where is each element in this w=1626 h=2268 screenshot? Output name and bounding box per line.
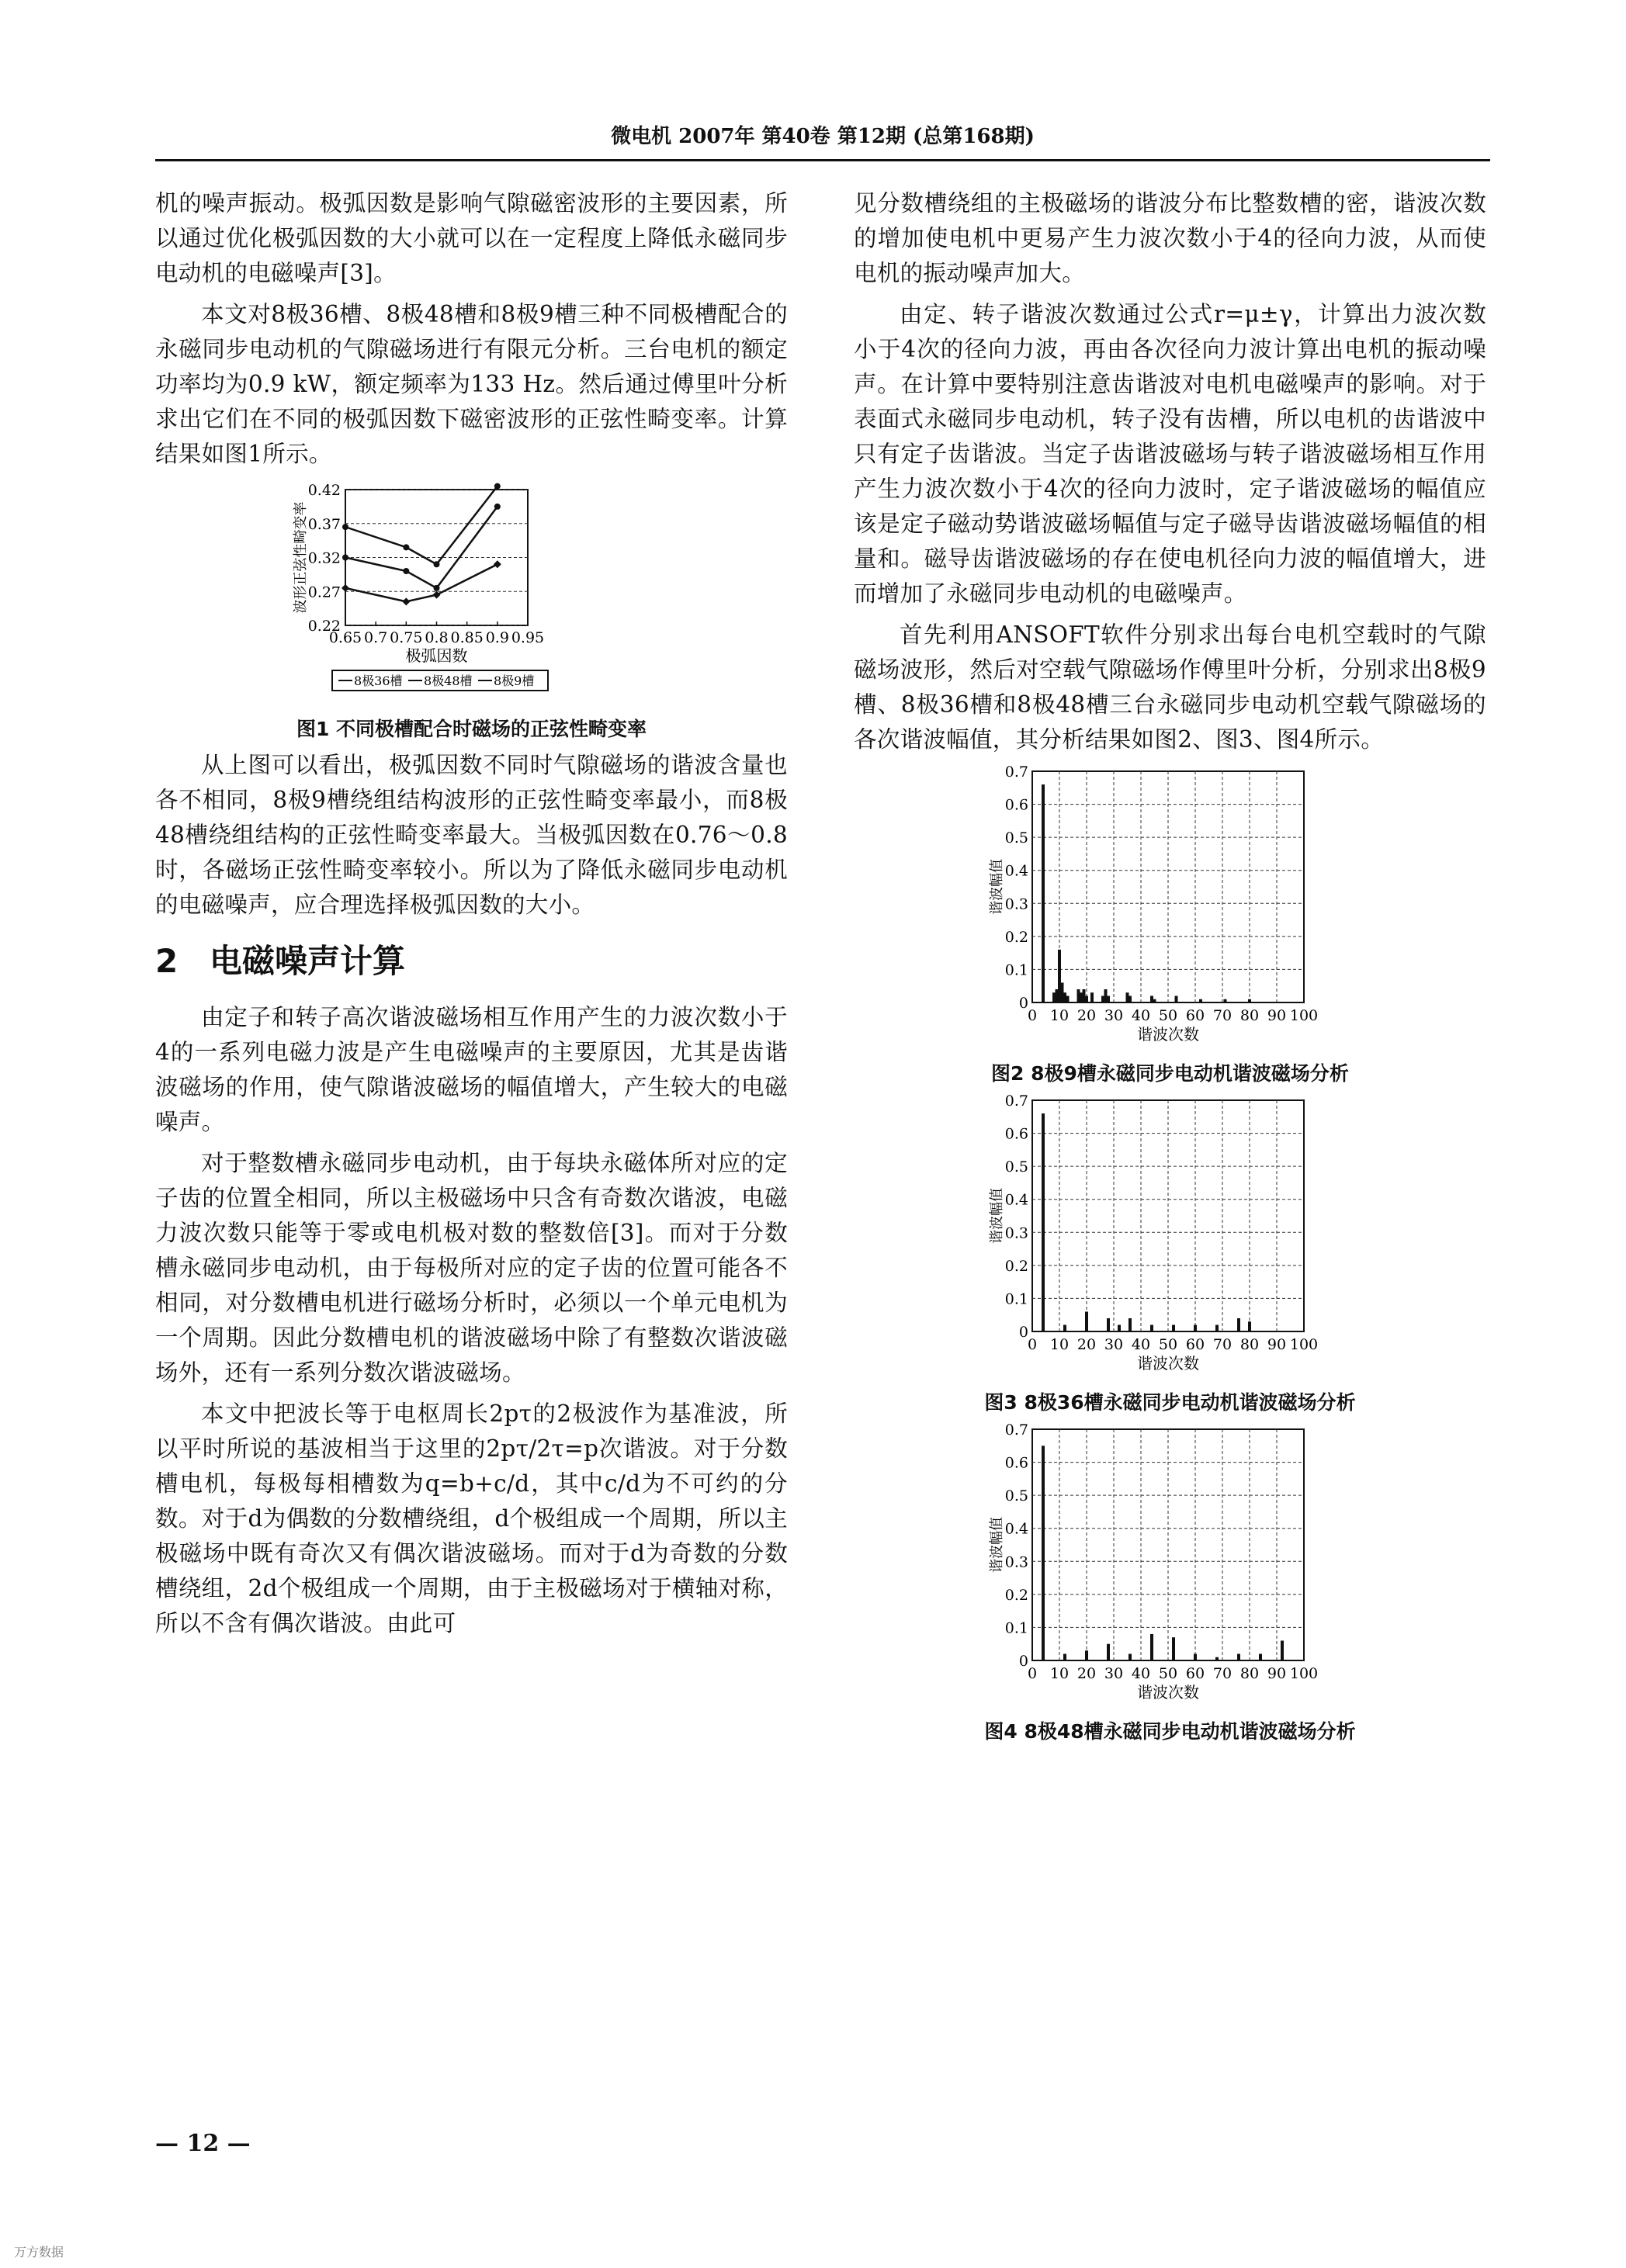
harmonic-bar (1259, 1653, 1262, 1660)
watermark: 万方数据 (14, 2245, 64, 2259)
x-tick-label: 0.65 (328, 629, 362, 646)
x-tick-label: 0 (1027, 1007, 1038, 1024)
page-number: — 12 — (155, 2130, 251, 2157)
data-point (403, 568, 409, 574)
y-tick-label: 0 (1018, 1324, 1028, 1341)
x-tick-label: 60 (1185, 1336, 1205, 1353)
data-point (494, 483, 501, 490)
figure-3 (854, 1092, 1486, 1415)
data-point (494, 504, 501, 510)
figure-3-chart (854, 1092, 1486, 1384)
harmonic-bar (1052, 992, 1056, 1002)
y-tick-label: 0.6 (1004, 1125, 1028, 1143)
harmonic-bar (1150, 995, 1153, 1002)
x-tick-label: 0.85 (450, 629, 484, 646)
figure-1-chart (155, 478, 788, 711)
harmonic-bar (1085, 995, 1088, 1002)
y-tick-label: 0 (1018, 995, 1028, 1012)
legend-label: 8极9槽 (494, 673, 535, 688)
y-tick-label: 0.3 (1004, 1553, 1028, 1571)
harmonic-bar (1175, 995, 1178, 1002)
x-tick-label: 0.95 (511, 629, 545, 646)
x-tick-label: 0 (1027, 1336, 1038, 1353)
y-tick-label: 0.6 (1004, 796, 1028, 814)
data-point (341, 584, 349, 592)
section-title: 电磁噪声计算 (210, 942, 406, 980)
paragraph: 本文中把波长等于电枢周长2pτ的2极波作为基准波，所以平时所说的基波相当于这里的2pτ/2τ=p次谐波。对于分数槽电机，每极每相槽数为q=b+c/d，其中c/d为不可约的分数。对于d为偶数的分数槽绕组，d个极组成一个周期，所以主极磁场中既有奇次又有偶次谐波磁场。而对于d为奇数的分数槽绕组，2d个极组成一个周期，由于主极磁场对于横轴对称，所以不含有偶次谐波。由此可 (155, 1401, 788, 1636)
x-tick-label: 10 (1049, 1336, 1070, 1353)
y-tick-label: 0.2 (1004, 1586, 1028, 1604)
y-tick-label: 0.32 (307, 549, 341, 567)
x-tick-label: 0.7 (364, 629, 388, 646)
section-number: 2 (155, 942, 179, 980)
y-tick-label: 0.7 (1004, 1421, 1028, 1439)
y-tick-label: 0.1 (1004, 1290, 1028, 1308)
paragraph: 由定、转子谐波次数通过公式r=μ±γ，计算出力波次数小于4次的径向力波，再由各次径向力波计算出电机的振动噪声。在计算中要特别注意齿谐波对电机电磁噪声的影响。对于表面式永磁同步电动机，转子没有齿槽，所以电机的齿谐波中只有定子齿谐波。当定子齿谐波磁场与转子谐波磁场相互作用产生力波次数小于4次的径向力波时，定子谐波磁场的幅值应该是定子磁动势谐波磁场幅值与定子磁导齿谐波磁场幅值的相量和。磁导齿谐波磁场的存在使电机径向力波的幅值增大，进而增加了永磁同步电动机的电磁噪声。 (854, 301, 1486, 607)
data-point (494, 560, 501, 568)
x-tick-label: 100 (1289, 1007, 1319, 1024)
harmonic-bar (1083, 989, 1086, 1002)
harmonic-bar (1063, 992, 1066, 1002)
y-axis-label: 谐波幅值 (989, 859, 1005, 915)
figure-2-caption: 图2 8极9槽永磁同步电动机谐波磁场分析 (991, 1062, 1349, 1085)
harmonic-bar (1215, 1324, 1219, 1331)
data-point (434, 561, 440, 567)
x-tick-label: 0.9 (485, 629, 509, 646)
header-rule (155, 159, 1490, 161)
y-tick-label: 0.5 (1004, 1158, 1028, 1176)
x-tick-label: 100 (1289, 1336, 1319, 1353)
harmonic-bar (1237, 1653, 1240, 1660)
x-tick-label: 40 (1131, 1665, 1151, 1682)
right-column (854, 186, 1486, 1750)
x-tick-label: 50 (1158, 1336, 1178, 1353)
series-line (345, 564, 498, 601)
y-tick-label: 0.2 (1004, 928, 1028, 946)
x-tick-label: 20 (1076, 1336, 1097, 1353)
harmonic-bar (1101, 995, 1104, 1002)
series-line (345, 486, 498, 565)
figure-1-caption: 图1 不同极槽配合时磁场的正弦性畸变率 (296, 718, 647, 740)
harmonic-bar (1199, 999, 1202, 1002)
paragraph: 首先利用ANSOFT软件分别求出每台电机空载时的气隙磁场波形，然后对空载气隙磁场作傅里叶分析，分别求出8极9槽、8极36槽和8极48槽三台永磁同步电动机空载气隙磁场的各次谐波幅值，其分析结果如图2、图3、图4所示。 (854, 622, 1486, 753)
y-tick-label: 0.6 (1004, 1454, 1028, 1472)
harmonic-bar (1128, 1653, 1132, 1660)
y-tick-label: 0.2 (1004, 1257, 1028, 1275)
y-tick-label: 0.1 (1004, 1619, 1028, 1637)
harmonic-bar (1248, 1321, 1251, 1331)
x-tick-label: 30 (1104, 1007, 1124, 1024)
x-tick-label: 0.75 (390, 629, 423, 646)
paragraph: 见分数槽绕组的主极磁场的谐波分布比整数槽的密，谐波次数的增加使电机中更易产生力波次数小于4的径向力波，从而使电机的振动噪声加大。 (854, 190, 1486, 286)
y-tick-label: 0.4 (1004, 862, 1028, 880)
x-tick-label: 10 (1049, 1665, 1070, 1682)
data-point (403, 544, 409, 550)
figure-2-chart (854, 764, 1486, 1055)
harmonic-bar (1128, 995, 1132, 1002)
data-point (342, 524, 348, 530)
harmonic-bar (1042, 1446, 1045, 1660)
paragraph: 从上图可以看出，极弧因数不同时气隙磁场的谐波含量也各不相同，8极9槽绕组结构波形的正弦性畸变率最小，而8极48槽绕组结构的正弦性畸变率最大。当极弧因数在0.76～0.8时，各磁场正弦性畸变率较小。所以为了降低永磁同步电动机的电磁噪声，应合理选择极弧因数的大小。 (155, 752, 788, 918)
y-tick-label: 0.4 (1004, 1191, 1028, 1209)
harmonic-bar (1126, 992, 1129, 1002)
figure-3-caption: 图3 8极36槽永磁同步电动机谐波磁场分析 (984, 1391, 1356, 1414)
harmonic-bar (1063, 1324, 1066, 1331)
x-tick-label: 80 (1239, 1336, 1260, 1353)
x-tick-label: 30 (1104, 1336, 1124, 1353)
y-tick-label: 0.3 (1004, 1224, 1028, 1242)
harmonic-bar (1104, 989, 1108, 1002)
x-tick-label: 20 (1076, 1665, 1097, 1682)
harmonic-bar (1128, 1318, 1132, 1331)
x-tick-label: 20 (1076, 1007, 1097, 1024)
harmonic-bar (1194, 1324, 1197, 1331)
x-tick-label: 0 (1027, 1665, 1038, 1682)
x-tick-label: 90 (1267, 1336, 1287, 1353)
x-tick-label: 100 (1289, 1665, 1319, 1682)
y-tick-label: 0.27 (307, 583, 341, 601)
x-axis-label: 谐波次数 (1137, 1025, 1199, 1044)
x-tick-label: 40 (1131, 1336, 1151, 1353)
x-tick-label: 70 (1212, 1336, 1233, 1353)
legend-label: 8极48槽 (424, 673, 473, 688)
y-tick-label: 0.42 (307, 482, 341, 499)
x-axis-label: 谐波次数 (1137, 1354, 1199, 1373)
x-axis-label: 极弧因数 (405, 646, 468, 665)
harmonic-bar (1085, 1311, 1088, 1331)
paragraph: 机的噪声振动。极弧因数是影响气隙磁密波形的主要因素，所以通过优化极弧因数的大小就可以在一定程度上降低永磁同步电动机的电磁噪声[3]。 (155, 190, 788, 286)
x-tick-label: 80 (1239, 1665, 1260, 1682)
x-tick-label: 40 (1131, 1007, 1151, 1024)
figure-4-chart (854, 1421, 1486, 1713)
harmonic-bar (1063, 1653, 1066, 1660)
data-point (433, 591, 441, 599)
harmonic-bar (1056, 989, 1059, 1002)
y-tick-label: 0.7 (1004, 764, 1028, 781)
x-tick-label: 50 (1158, 1665, 1178, 1682)
paragraph: 对于整数槽永磁同步电动机，由于每块永磁体所对应的定子齿的位置全相同，所以主极磁场中只含有奇数次谐波，电磁力波次数只能等于零或电机极对数的整数倍[3]。而对于分数槽永磁同步电动机，由于每极所对应的定子齿的位置可能各不相同，对分数槽电机进行磁场分析时，必须以一个单元电机为一个周期。因此分数槽电机的谐波磁场中除了有整数次谐波磁场外，还有一系列分数次谐波磁场。 (155, 1150, 788, 1386)
harmonic-bar (1237, 1318, 1240, 1331)
y-tick-label: 0.7 (1004, 1092, 1028, 1110)
y-tick-label: 0.4 (1004, 1520, 1028, 1538)
paragraph: 本文对8极36槽、8极48槽和8极9槽三种不同极槽配合的永磁同步电动机的气隙磁场进行有限元分析。三台电机的额定功率均为0.9 kW，额定频率为133 Hz。然后通过傅里叶分析求出它们在不同的极弧因数下磁密波形的正弦性畸变率。计算结果如图1所示。 (155, 301, 788, 467)
harmonic-bar (1224, 999, 1227, 1002)
paragraph: 由定子和转子高次谐波磁场相互作用产生的力波次数小于4的一系列电磁力波是产生电磁噪声的主要原因，尤其是齿谐波磁场的作用，使气隙谐波磁场的幅值增大，产生较大的电磁噪声。 (155, 1004, 788, 1135)
harmonic-bar (1061, 982, 1064, 1002)
section-heading (155, 938, 788, 985)
harmonic-bar (1080, 992, 1083, 1002)
harmonic-bar (1118, 1324, 1121, 1331)
harmonic-bar (1066, 995, 1070, 1002)
x-axis-label: 谐波次数 (1137, 1683, 1199, 1702)
harmonic-bar (1077, 989, 1080, 1002)
harmonic-bar (1150, 1634, 1153, 1660)
x-tick-label: 90 (1267, 1007, 1287, 1024)
y-tick-label: 0.37 (307, 515, 341, 533)
harmonic-bar (1107, 1318, 1110, 1331)
y-tick-label: 0.1 (1004, 961, 1028, 979)
data-point (434, 585, 440, 591)
x-tick-label: 0.8 (425, 629, 449, 646)
figure-1 (155, 478, 788, 742)
harmonic-bar (1058, 950, 1061, 1002)
left-column (155, 186, 788, 1647)
x-tick-label: 70 (1212, 1665, 1233, 1682)
x-tick-label: 70 (1212, 1007, 1233, 1024)
data-point (342, 555, 348, 561)
x-tick-label: 30 (1104, 1665, 1124, 1682)
x-tick-label: 50 (1158, 1007, 1178, 1024)
y-tick-label: 0 (1018, 1653, 1028, 1670)
x-tick-label: 10 (1049, 1007, 1070, 1024)
harmonic-bar (1172, 1324, 1175, 1331)
y-axis-label: 谐波幅值 (989, 1517, 1005, 1573)
harmonic-bar (1215, 1657, 1219, 1660)
figure-4 (854, 1421, 1486, 1744)
y-tick-label: 0.5 (1004, 1487, 1028, 1505)
harmonic-bar (1042, 784, 1045, 1002)
running-header: 微电机 2007年 第40卷 第12期 (总第168期) (611, 125, 1035, 148)
harmonic-bar (1085, 1650, 1088, 1660)
figure-4-caption: 图4 8极48槽永磁同步电动机谐波磁场分析 (984, 1720, 1356, 1743)
legend-label: 8极36槽 (354, 673, 403, 688)
harmonic-bar (1194, 1653, 1197, 1660)
y-tick-label: 0.3 (1004, 895, 1028, 913)
harmonic-bar (1281, 1640, 1284, 1660)
harmonic-bar (1248, 999, 1251, 1002)
x-tick-label: 80 (1239, 1007, 1260, 1024)
harmonic-bar (1107, 1644, 1110, 1660)
harmonic-bar (1107, 995, 1110, 1002)
harmonic-bar (1150, 1324, 1153, 1331)
data-point (402, 597, 410, 605)
x-tick-label: 60 (1185, 1007, 1205, 1024)
y-tick-label: 0.5 (1004, 829, 1028, 847)
y-tick-label: 0.22 (307, 618, 341, 635)
harmonic-bar (1042, 1113, 1045, 1331)
y-axis-label: 谐波幅值 (989, 1188, 1005, 1244)
x-tick-label: 90 (1267, 1665, 1287, 1682)
y-axis-label: 波形正弦性畸变率 (293, 501, 309, 614)
harmonic-bar (1172, 1637, 1175, 1660)
harmonic-bar (1090, 992, 1094, 1002)
figure-2 (854, 764, 1486, 1086)
x-tick-label: 60 (1185, 1665, 1205, 1682)
harmonic-bar (1153, 999, 1156, 1002)
